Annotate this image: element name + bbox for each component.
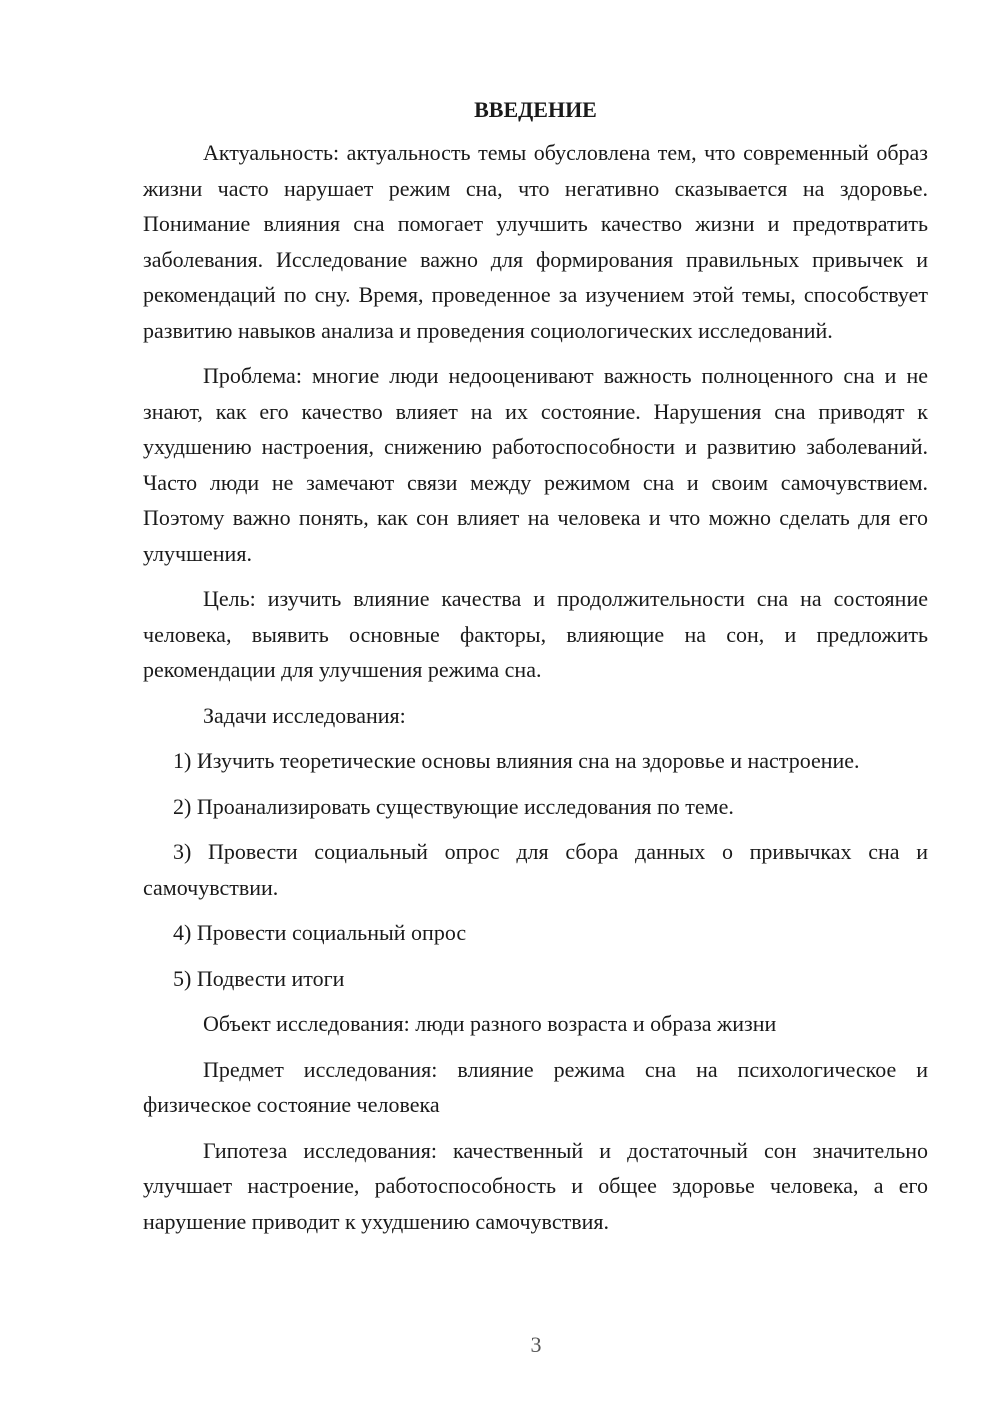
paragraph-problem: Проблема: многие люди недооценивают важность полноценного сна и не знают, как его качество влияет на их состояние. Нарушения сна приводят к ухудшению настроения, снижению работоспособности и развитию заболеваний. Часто люди не замечают связи между режимом сна и своим самочувствием. Поэтому важно понять, как сон влияет на человека и что можно сделать для его улучшения. (143, 363, 928, 566)
paragraph-actuality: Актуальность: актуальность темы обусловлена тем, что современный образ жизни часто нарушает режим сна, что негативно сказывается на здоровье. Понимание влияния сна помогает улучшить качество жизни и предотвратить заболевания. Исследование важно для формирования правильных привычек и рекомендаций по сну. Время, проведенное за изучением этой темы, способствует развитию навыков анализа и проведения социологических исследований. (143, 140, 928, 343)
task-item-1: 1) Изучить теоретические основы влияния сна на здоровье и настроение. (173, 748, 860, 773)
tasks-heading: Задачи исследования: (203, 702, 406, 728)
paragraph-subject: Предмет исследования: влияние режима сна на психологическое и физическое состояние человека (143, 1056, 928, 1117)
document-page (143, 92, 928, 1249)
task-item-2: 2) Проанализировать существующие исследования по теме. (173, 793, 734, 819)
paragraph-hypothesis: Гипотеза исследования: качественный и достаточный сон значительно улучшает настроение, работоспособность и общее здоровье человека, а его нарушение приводит к ухудшению самочувствия. (143, 1137, 928, 1234)
paragraph-goal: Цель: изучить влияние качества и продолжительности сна на состояние человека, выявить основные факторы, влияющие на сон, и предложить рекомендации для улучшения режима сна. (143, 586, 928, 682)
task-item-3: 3) Провести социальный опрос для сбора данных о привычках сна и самочувствии. (143, 839, 928, 900)
page-number: 3 (530, 1332, 542, 1357)
task-item-5: 5) Подвести итоги (173, 965, 345, 991)
paragraph-object: Объект исследования: люди разного возраста и образа жизни (203, 1011, 777, 1036)
task-item-4: 4) Провести социальный опрос (173, 920, 467, 945)
page-title: ВВЕДЕНИЕ (474, 97, 597, 122)
